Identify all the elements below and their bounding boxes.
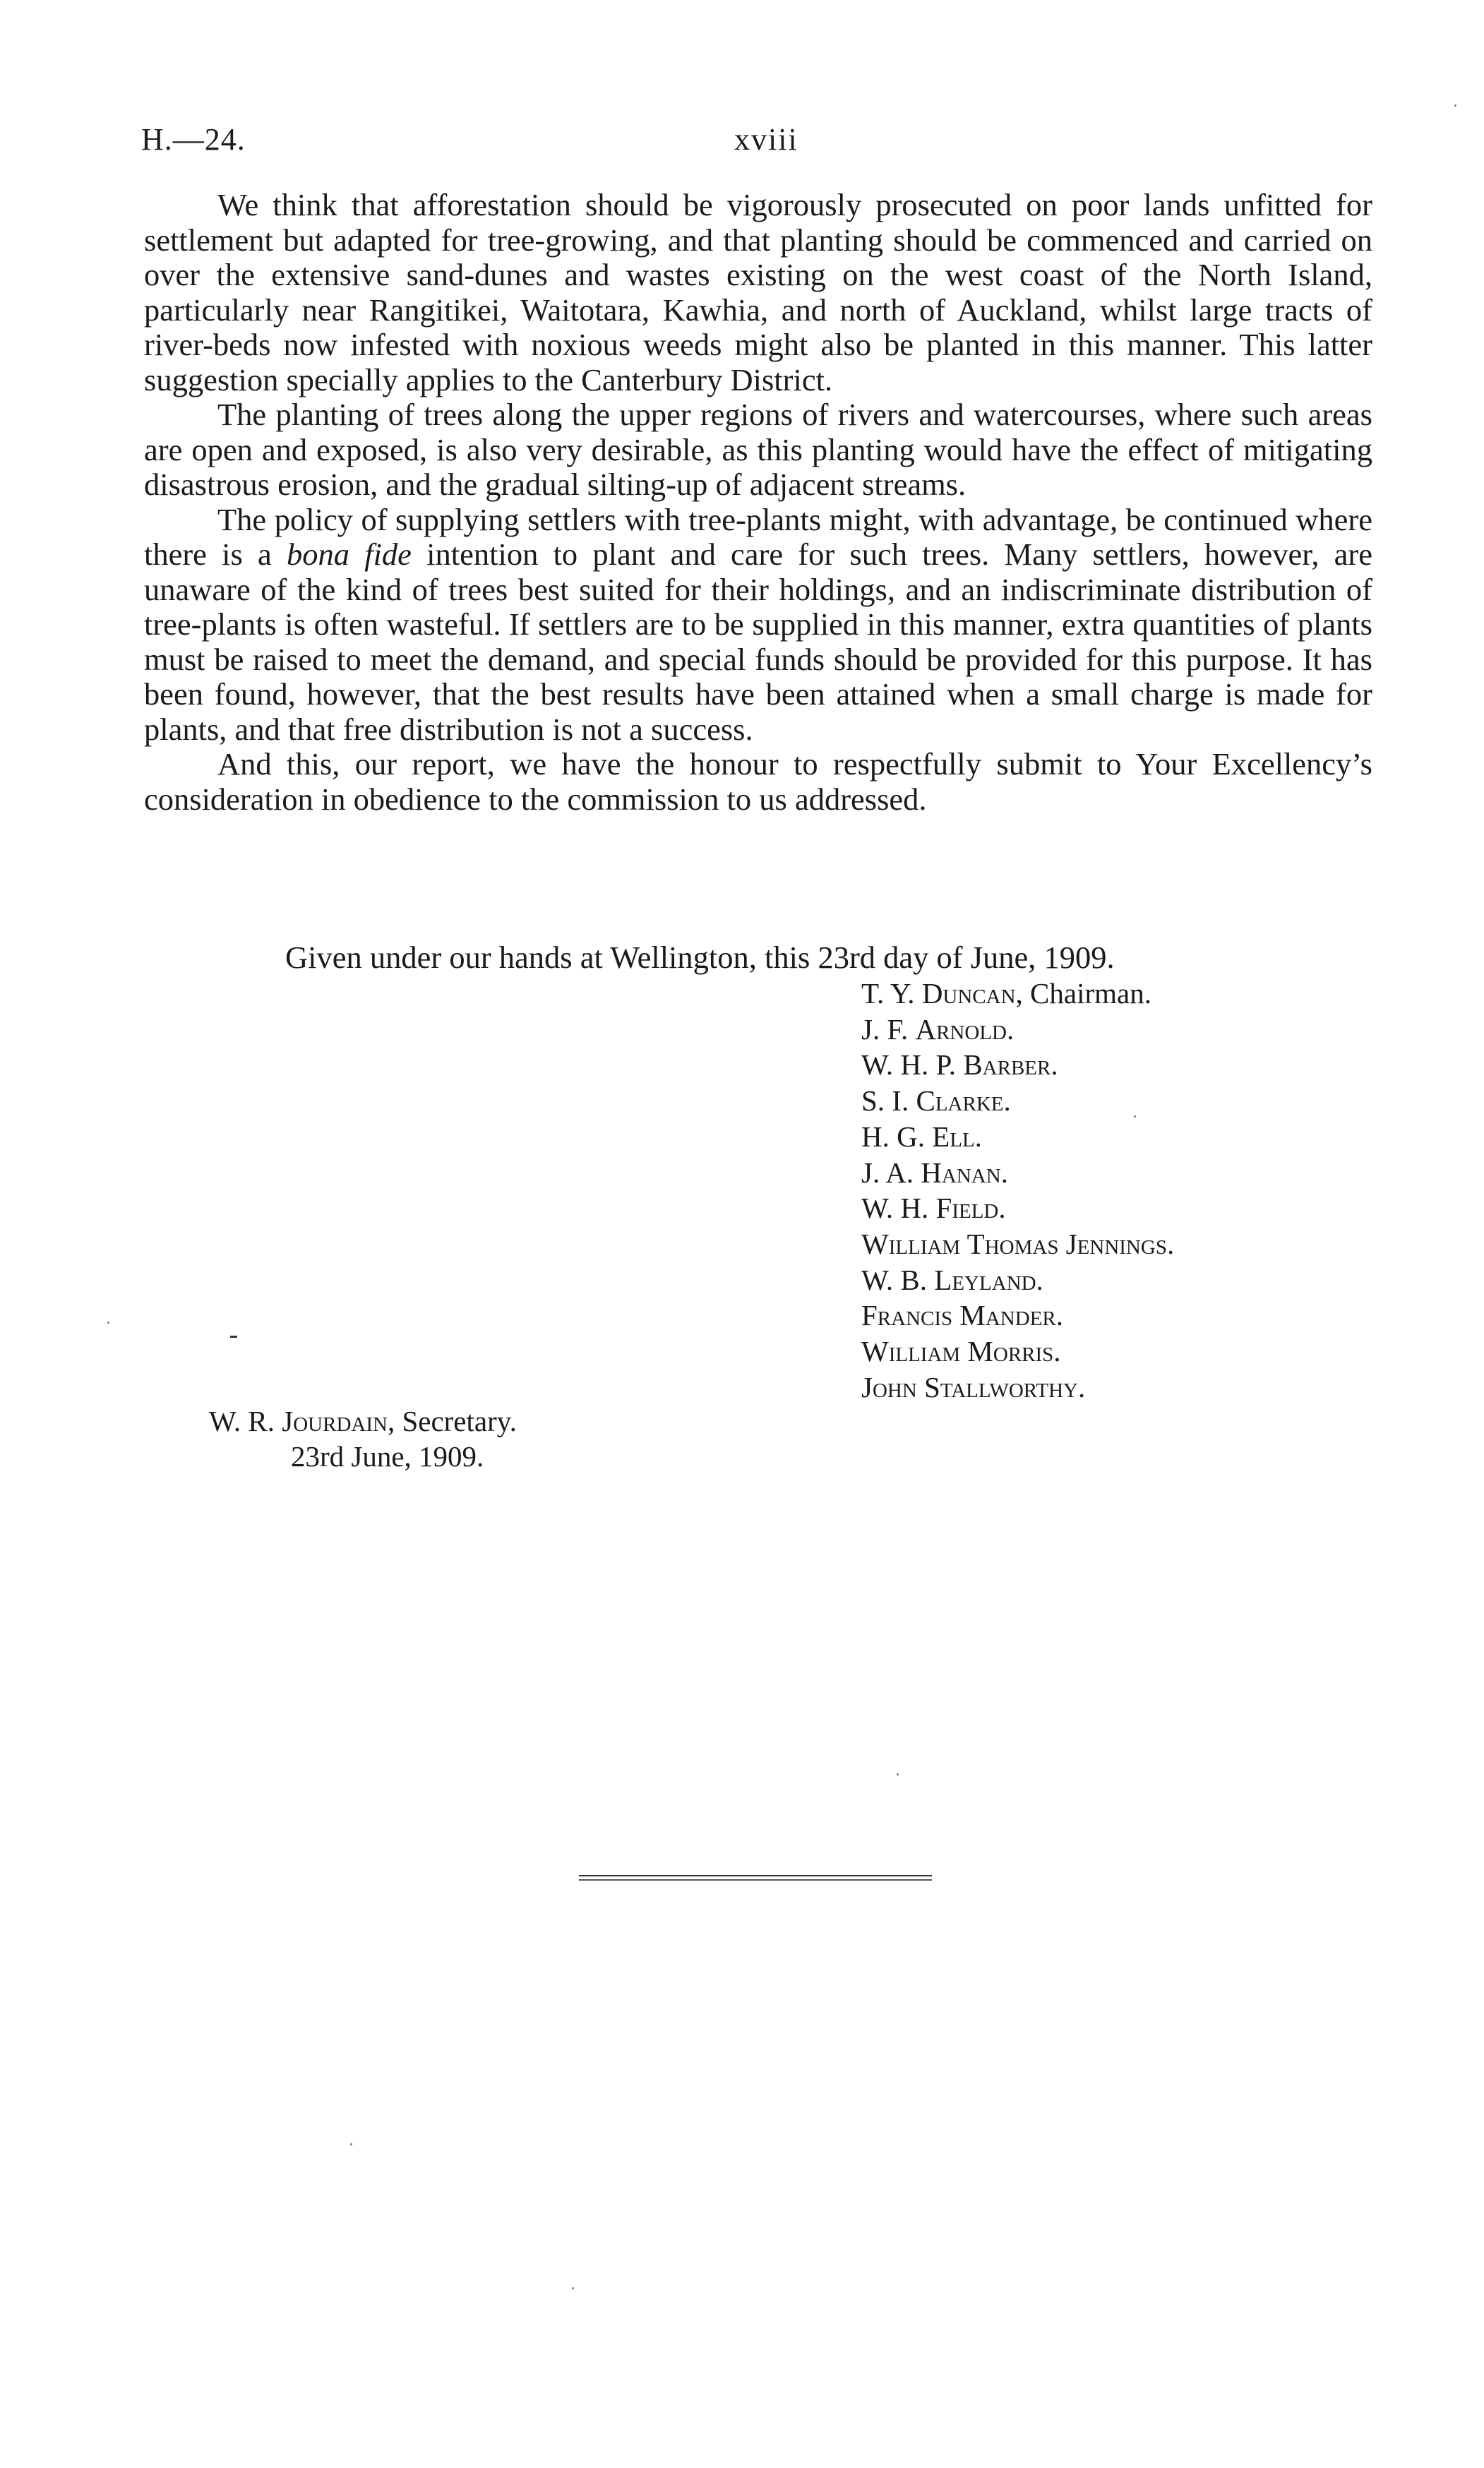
signatory-surname: William Thomas Jennings [861, 1227, 1167, 1260]
signatory-suffix: . [1051, 1048, 1058, 1082]
secretary-role: , Secretary. [387, 1405, 517, 1437]
signatory [861, 1298, 1174, 1334]
signatory-surname: Clarke [916, 1084, 1004, 1118]
signatory-suffix: . [974, 1120, 982, 1153]
signatory [861, 1012, 1174, 1048]
signatory-surname: Field [935, 1192, 999, 1225]
signatory-suffix: . [998, 1192, 1006, 1225]
signoff-line: Given under our hands at Wellington, this 23rd day of June, 1909. [285, 940, 1115, 975]
paper-speck [1134, 1115, 1136, 1118]
signatory-initials: W. H. P. [861, 1048, 957, 1082]
signatory [861, 976, 1174, 1012]
paragraph-text: We think that afforestation should be vigorously prosecuted on poor lands unfitted for settlement but adapted for tree-growing, and that planting should be commenced and carried on over the extensive sand-dunes and wastes existing on the west coast of the North Island, particularly near Rangitikei, Waitotara, Kawhia, and north of Auckland, whilst large tracts of river-beds now infested with noxious weeds might also be planted in this manner. This latter suggestion specially applies to the Canterbury District. [144, 187, 1372, 397]
signatory [861, 1262, 1174, 1298]
signatory [861, 1083, 1174, 1119]
report-body [144, 188, 1372, 817]
paragraph-text: The planting of trees along the upper regions of rivers and watercourses, where such areas are open and exposed, is also very desirable, as this planting would have the effect of mitigating disastrous erosion, and the gradual silting-up of adjacent streams. [144, 397, 1372, 502]
signatory [861, 1226, 1174, 1262]
paragraph-submission [144, 747, 1372, 817]
signatory-suffix: . [1006, 1012, 1015, 1046]
signatory-initials: T. Y. [861, 977, 915, 1010]
page-number: xviii [734, 122, 798, 157]
secretary-initials: W. R. [209, 1405, 275, 1437]
signatory-suffix: . [1000, 1156, 1008, 1189]
secretary-surname: Jourdain [282, 1405, 388, 1437]
secretary-line [209, 1403, 517, 1439]
signatory [861, 1370, 1174, 1406]
signatory-initials: H. G. [861, 1120, 925, 1153]
signatory-suffix: , Chairman. [1015, 977, 1151, 1010]
signatory-surname: Arnold [915, 1012, 1007, 1046]
signatory-suffix: . [1055, 1299, 1064, 1332]
signatory-suffix: . [1166, 1227, 1175, 1260]
signatory-suffix: . [1077, 1370, 1086, 1403]
signatory-surname: John Stallworthy [861, 1370, 1078, 1403]
secretary-block [209, 1403, 517, 1474]
signatory [861, 1155, 1174, 1191]
signatory-initials: J. F. [861, 1012, 909, 1046]
stray-dash-mark [230, 1336, 237, 1338]
signatory [861, 1334, 1174, 1370]
paper-speck [1454, 104, 1456, 107]
signatory-initials: S. I. [861, 1084, 909, 1118]
secretary-date: 23rd June, 1909. [291, 1440, 484, 1473]
signatory-suffix: . [1003, 1084, 1011, 1118]
paragraph-text: intention to plant and care for such trees. Many settlers, however, are unaware of the kind of trees best suited for their holdings, and an indiscriminate distribution of tree-plants is often wasteful. If settlers are to be supplied in this manner, extra quantities of plants must be raised to meet the demand, and special funds should be provided for this purpose. It has been found, however, that the best results have been attained when a small charge is made for plants, and that free distribution is not a success. [144, 537, 1372, 747]
signatory-surname: Barber [963, 1048, 1051, 1082]
signatory-surname: Ell [932, 1120, 975, 1153]
signatory-initials: W. H. [861, 1192, 929, 1225]
signatory-list [861, 976, 1174, 1405]
paper-speck [107, 1322, 109, 1324]
signatory-surname: William Morris [861, 1335, 1054, 1368]
paragraph-tree-plant-policy [144, 503, 1372, 748]
end-rule-line [579, 1879, 932, 1881]
signatory-suffix: . [1053, 1335, 1061, 1368]
end-rule [579, 1875, 932, 1881]
signatory-suffix: . [1036, 1263, 1043, 1296]
paragraph-text: The policy of supplying settlers with tree-plants might, with advantage, be continued where there is a [144, 501, 1372, 572]
italic-phrase: bona fide [287, 537, 412, 572]
paragraph-afforestation [144, 188, 1372, 397]
signatory [861, 1119, 1174, 1155]
signatory [861, 1190, 1174, 1226]
signatory [861, 1047, 1174, 1083]
page-reference: H.—24. [141, 122, 246, 157]
end-rule-line [579, 1875, 932, 1876]
paper-speck [897, 1773, 899, 1775]
signatory-surname: Duncan [921, 977, 1016, 1010]
paper-speck [350, 2143, 352, 2145]
paragraph-river-planting [144, 397, 1372, 503]
paragraph-text: And this, our report, we have the honour to respectfully submit to Your Excellency’s consideration in obedience to the commission to us addressed. [144, 746, 1372, 817]
signatory-initials: J. A. [861, 1156, 914, 1189]
signatory-surname: Hanan [921, 1156, 1001, 1189]
signatory-surname: Francis Mander [861, 1299, 1056, 1332]
signatory-surname: Leyland [934, 1263, 1036, 1296]
signatory-initials: W. B. [861, 1263, 928, 1296]
paper-speck [572, 2287, 574, 2289]
